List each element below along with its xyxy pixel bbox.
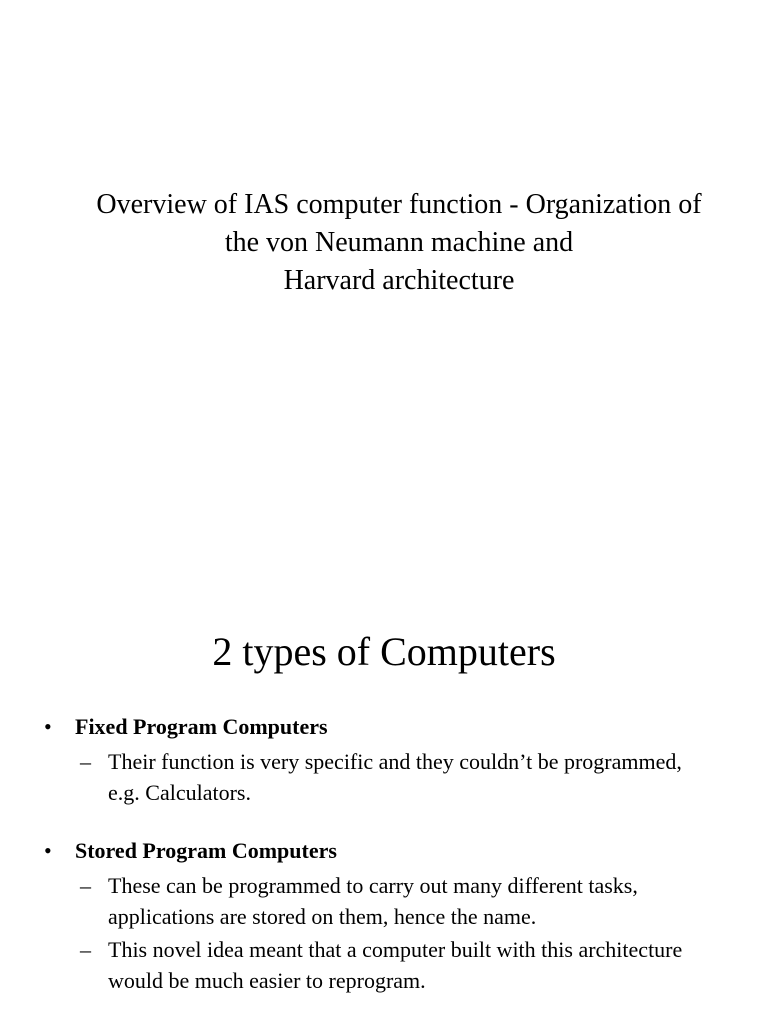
sub-list — [75, 746, 744, 808]
sub-item — [75, 870, 744, 932]
dash-symbol: – — [80, 749, 91, 774]
slide-2 — [0, 580, 768, 1024]
slide-1-title-line: the von Neumann machine and — [224, 227, 574, 258]
bullet-symbol: • — [44, 838, 52, 863]
sub-text: This novel idea meant that a computer built with this architecture would be much easier to reprogram. — [108, 937, 683, 993]
sub-item — [75, 746, 744, 808]
slide-1-title-line: Overview of IAS computer function - Organization of — [96, 189, 702, 220]
sub-text: Their function is very specific and they couldn’t be programmed, e.g. Calculators. — [108, 749, 682, 805]
bullet-item — [44, 710, 744, 808]
bullet-heading: Fixed Program Computers — [75, 714, 328, 739]
slide-2-title: 2 types of Computers — [212, 629, 556, 674]
slide-1-title — [0, 186, 768, 300]
dash-symbol: – — [80, 873, 91, 898]
sub-list — [75, 870, 744, 996]
sub-text: These can be programmed to carry out many different tasks, applications are stored on them, hence the name. — [108, 873, 638, 929]
bullet-heading: Stored Program Computers — [75, 838, 337, 863]
dash-symbol: – — [80, 937, 91, 962]
slide-1-title-line: Harvard architecture — [283, 265, 515, 296]
bullet-item — [44, 834, 744, 996]
bullet-symbol: • — [44, 714, 52, 739]
bullet-list — [44, 710, 744, 996]
sub-item — [75, 934, 744, 996]
